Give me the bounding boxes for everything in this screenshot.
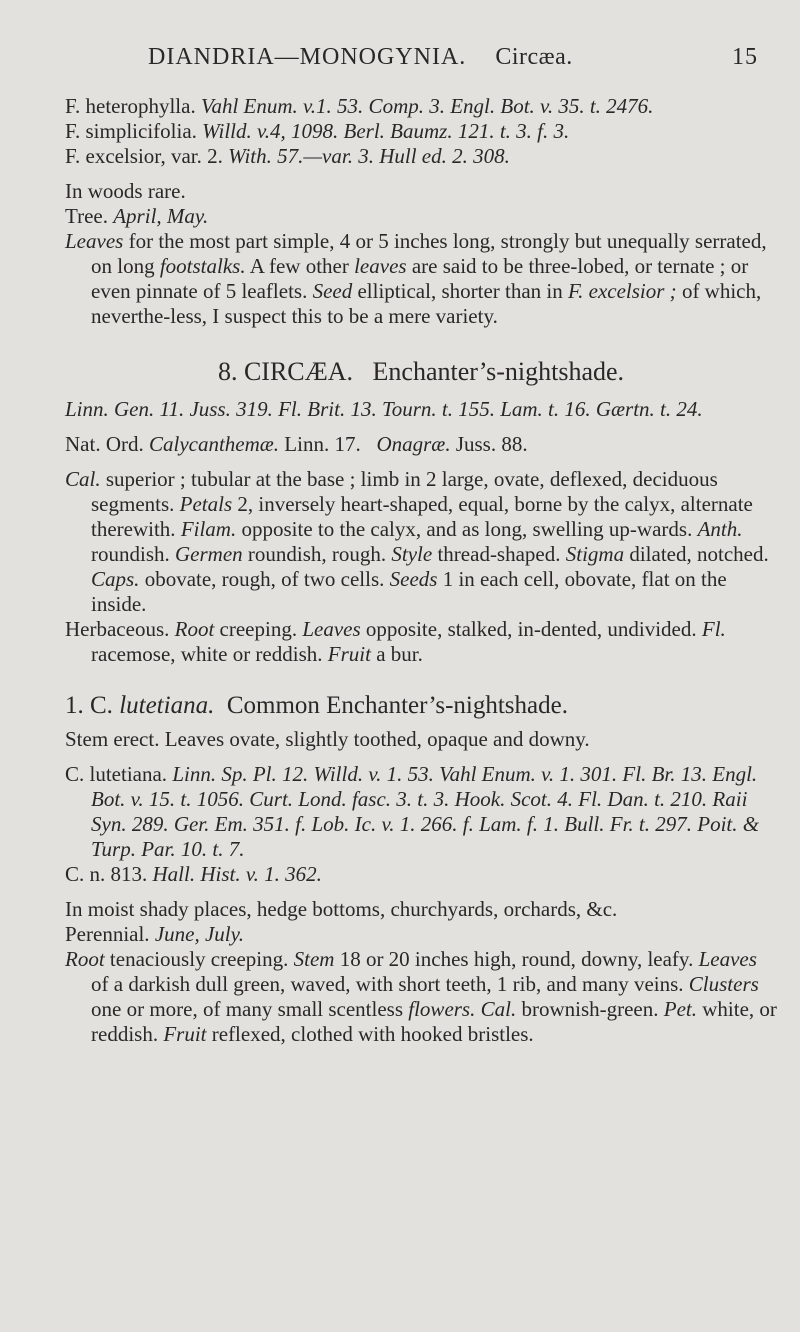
text: 18 or 20 inches high, round, downy, leafy. — [339, 947, 694, 971]
synonym-refs: Hall. Hist. v. 1. 362. — [152, 862, 322, 886]
genus-references — [65, 397, 777, 422]
running-head — [148, 44, 764, 71]
synonym-name: C. n. 813. — [65, 862, 148, 886]
synonym-refs: Linn. Sp. Pl. 12. Willd. v. 1. 53. Vahl Enum. v. 1. 301. Fl. Br. 13. Engl. Bot. v. 15. t. 1056. Curt. Lond. fasc. 3. t. 3. Hook. Scot. 4. Fl. Dan. t. 210. Raii Syn. 289. Ger. Em. 351. f. Lob. Ic. v. 1. 266. f. Lam. f. 1. Bull. Fr. t. 297. Poit. & Turp. Par. 10. t. 7. — [91, 762, 760, 861]
term: leaves — [354, 254, 407, 278]
synonym-name: C. lutetiana. — [65, 762, 168, 786]
term: Leaves — [698, 947, 757, 971]
text: obovate, rough, of two cells. — [144, 567, 385, 591]
species-heading — [65, 691, 777, 721]
text: 1 in each cell, obovate, flat on the inside. — [91, 567, 727, 616]
term: F. excelsior ; — [568, 279, 677, 303]
term: Root — [174, 617, 215, 641]
term: Onagræ. — [376, 432, 451, 456]
term: footstalks. — [159, 254, 246, 278]
habitat: In woods rare. — [65, 179, 186, 203]
text: roundish. — [91, 542, 170, 566]
term: Clusters — [688, 972, 759, 996]
text: dilated, notched. — [629, 542, 769, 566]
species-common-name: Common Enchanter’s-nightshade. — [226, 692, 568, 719]
text: are said to be three-lobed, or ternate ; or even pinnate of 5 leaflets. — [91, 254, 749, 303]
page-number: 15 — [732, 44, 758, 70]
habit-line — [65, 204, 777, 229]
species-diagnosis: Stem erect. Leaves ovate, slightly toothed, opaque and downy. — [65, 727, 590, 751]
natural-order — [65, 432, 777, 457]
term: Stem — [293, 947, 335, 971]
term: Fl. — [701, 617, 726, 641]
term: Anth. — [697, 517, 743, 541]
term: Calycanthemæ. — [148, 432, 280, 456]
genus-heading — [65, 357, 777, 387]
synonym-line — [65, 119, 777, 144]
species-description — [65, 947, 777, 1047]
text: thread-shaped. — [437, 542, 561, 566]
text: racemose, white or reddish. — [91, 642, 323, 666]
synonym-name: F. simplicifolia. — [65, 119, 197, 143]
synonym-line — [65, 94, 777, 119]
synonymy — [65, 762, 777, 862]
synonym-name: F. excelsior, var. 2. — [65, 144, 223, 168]
synonym-refs: Willd. v.4, 1098. Berl. Baumz. 121. t. 3. f. 3. — [202, 119, 570, 143]
flowering-time: April, May. — [113, 204, 209, 228]
text: 2, inversely heart-shaped, equal, borne by the calyx, alternate therewith. — [91, 492, 753, 541]
term: flowers. — [408, 997, 476, 1021]
term: Fruit — [163, 1022, 207, 1046]
synonym-refs: With. 57.—var. 3. Hull ed. 2. 308. — [228, 144, 510, 168]
text: one or more, of many small scentless — [91, 997, 404, 1021]
text: Herbaceous. — [65, 617, 170, 641]
page-body — [65, 94, 777, 1047]
text: superior ; tubular at the base ; limb in 2 large, ovate, deflexed, deciduous segments. — [91, 467, 718, 516]
synonym-refs: Vahl Enum. v.1. 53. Comp. 3. Engl. Bot. v. 35. t. 2476. — [200, 94, 654, 118]
species-epithet: lutetiana. — [119, 692, 215, 719]
label: Nat. Ord. — [65, 432, 144, 456]
text: of a darkish dull green, waved, with short teeth, 1 rib, and many veins. — [91, 972, 684, 996]
text: for the most part simple, 4 or 5 inches long, strongly but unequally serrated, on long — [91, 229, 767, 278]
term: Seeds — [389, 567, 438, 591]
text: creeping. — [219, 617, 298, 641]
term: Leaves — [65, 229, 124, 253]
running-head-genus: Circæa. — [495, 44, 573, 70]
term: Stigma — [565, 542, 625, 566]
term: Seed — [312, 279, 353, 303]
genus-title: 8. CIRCÆA. — [217, 357, 354, 386]
text: elliptical, shorter than in — [357, 279, 563, 303]
term: Leaves — [302, 617, 361, 641]
text: A few other — [249, 254, 349, 278]
term: Fruit — [327, 642, 371, 666]
text: reflexed, clothed with hooked bristles. — [211, 1022, 534, 1046]
running-head-title: DIANDRIA—MONOGYNIA. — [148, 44, 467, 70]
habit-label: Tree. — [65, 204, 108, 228]
habit-description — [65, 617, 777, 667]
duration-line — [65, 922, 777, 947]
text: Linn. 17. — [284, 432, 361, 456]
description — [65, 229, 777, 329]
term: Root — [65, 947, 105, 971]
term: Caps. — [91, 567, 140, 591]
references-text: Linn. Gen. 11. Juss. 319. Fl. Brit. 13. Tourn. t. 155. Lam. t. 16. Gærtn. t. 24. — [65, 397, 703, 421]
genus-common-name: Enchanter’s-nightshade. — [372, 357, 625, 386]
synonym-name: F. heterophylla. — [65, 94, 196, 118]
term: Style — [391, 542, 433, 566]
term: Cal. — [65, 467, 101, 491]
term: Germen — [175, 542, 243, 566]
text: tenaciously creeping. — [109, 947, 289, 971]
flowering-time: June, July. — [154, 922, 245, 946]
term: Cal. — [480, 997, 517, 1021]
generic-character — [65, 467, 777, 617]
habitat: In moist shady places, hedge bottoms, churchyards, orchards, &c. — [65, 897, 618, 921]
text: Juss. 88. — [455, 432, 528, 456]
duration: Perennial. — [65, 922, 150, 946]
text: brownish-green. — [521, 997, 659, 1021]
text: a bur. — [376, 642, 423, 666]
synonym-line — [65, 144, 777, 169]
text: white, or reddish. — [91, 997, 777, 1046]
text: roundish, rough. — [247, 542, 387, 566]
species-number: 1. C. — [65, 692, 113, 719]
text: of which, neverthe-less, I suspect this to be a mere variety. — [91, 279, 762, 328]
text: opposite to the calyx, and as long, swelling up-wards. — [241, 517, 693, 541]
text: opposite, stalked, in-dented, undivided. — [365, 617, 697, 641]
term: Pet. — [663, 997, 697, 1021]
term: Filam. — [180, 517, 237, 541]
term: Petals — [179, 492, 233, 516]
synonymy — [65, 862, 777, 887]
